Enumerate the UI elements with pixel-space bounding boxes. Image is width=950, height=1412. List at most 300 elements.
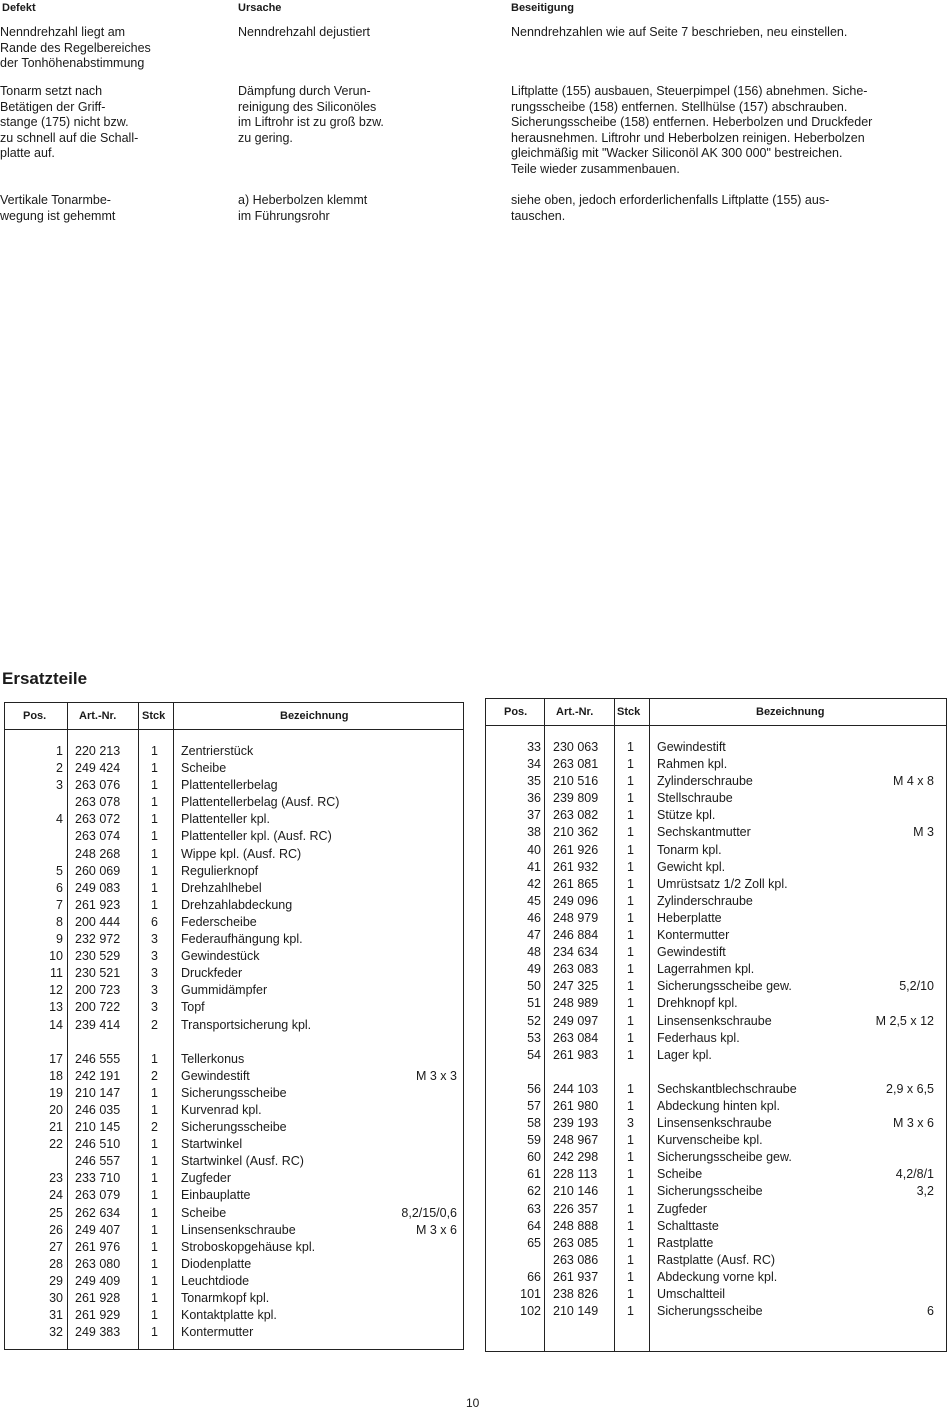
- part-bezeichnung: Diodenplatte: [181, 1256, 252, 1271]
- parts-row: [486, 995, 946, 1012]
- part-stck: 1: [151, 863, 158, 878]
- part-stck: 1: [627, 859, 634, 874]
- parts-row: [486, 1218, 946, 1235]
- part-art-nr: 261 937: [553, 1269, 599, 1284]
- col-header-stck: Stck: [142, 710, 166, 722]
- parts-rows-right: [486, 739, 946, 1320]
- parts-row: [5, 1153, 463, 1170]
- part-bezeichnung: Heberplatte: [657, 910, 722, 925]
- part-bezeichnung: Zentrierstück: [181, 744, 254, 758]
- part-pos: 35: [527, 774, 541, 789]
- part-bezeichnung: Sicherungsscheibe: [657, 1184, 763, 1199]
- part-stck: 1: [151, 1291, 158, 1305]
- part-bezeichnung: Kurvenrad kpl.: [181, 1102, 262, 1117]
- part-bezeichnung: Abdeckung hinten kpl.: [657, 1098, 781, 1113]
- parts-row: [486, 910, 946, 927]
- part-bezeichnung: Rahmen kpl.: [657, 757, 728, 772]
- parts-row: [486, 859, 946, 876]
- part-bezeichnung: Kontermutter: [657, 928, 730, 943]
- part-dimension: M 4 x 8: [893, 774, 934, 789]
- parts-row: [5, 897, 463, 914]
- part-bezeichnung: Zugfeder: [181, 1171, 232, 1186]
- parts-row: [486, 893, 946, 910]
- part-stck: 1: [627, 1287, 634, 1301]
- part-pos: 64: [527, 1218, 541, 1233]
- part-stck: 1: [151, 1051, 158, 1066]
- part-bezeichnung: Rastplatte: [657, 1235, 714, 1250]
- parts-row: [486, 876, 946, 893]
- part-art-nr: 246 884: [553, 928, 599, 943]
- parts-rows-left: [5, 743, 463, 1341]
- parts-table-right: [485, 698, 947, 1352]
- parts-row: [5, 1017, 463, 1034]
- part-pos: 37: [527, 808, 541, 823]
- part-pos: 101: [520, 1287, 541, 1301]
- part-bezeichnung: Federhaus kpl.: [657, 1030, 740, 1045]
- part-pos: 7: [56, 897, 63, 912]
- part-pos: 61: [527, 1167, 541, 1182]
- part-art-nr: 248 989: [553, 996, 599, 1011]
- parts-row: [5, 828, 463, 845]
- parts-table-left: [4, 702, 464, 1350]
- part-art-nr: 263 080: [75, 1256, 121, 1271]
- part-art-nr: 233 710: [75, 1171, 121, 1186]
- part-pos: 57: [527, 1098, 541, 1113]
- part-pos: 10: [49, 949, 63, 964]
- part-stck: 1: [627, 1167, 634, 1182]
- part-art-nr: 263 076: [75, 778, 121, 793]
- part-bezeichnung: Scheibe: [181, 1205, 227, 1220]
- parts-row: [486, 1201, 946, 1218]
- defekt-text-1: Nenndrehzahl liegt am Rande des Regelbereiches der Tonhöhenabstimmung: [0, 25, 151, 70]
- part-art-nr: 248 967: [553, 1133, 599, 1148]
- col-header-art-nr: Art.-Nr.: [556, 706, 594, 718]
- parts-row: [486, 1235, 946, 1252]
- parts-row: [486, 944, 946, 961]
- part-stck: 1: [151, 1222, 158, 1237]
- part-bezeichnung: Plattentellerbelag: [181, 778, 278, 793]
- part-stck: 2: [151, 1068, 158, 1083]
- part-stck: 1: [151, 880, 158, 895]
- parts-row: [486, 1149, 946, 1166]
- part-stck: 1: [151, 1308, 158, 1323]
- part-art-nr: 248 888: [553, 1218, 599, 1233]
- parts-row: [486, 842, 946, 859]
- part-dimension: 3,2: [916, 1184, 934, 1199]
- header-beseitigung: Beseitigung: [511, 2, 574, 14]
- col-header-bezeichnung: Bezeichnung: [280, 710, 349, 722]
- parts-row: [5, 1222, 463, 1239]
- part-art-nr: 263 078: [75, 795, 121, 810]
- parts-row: [486, 1132, 946, 1149]
- part-pos: 14: [49, 1017, 63, 1032]
- part-stck: 1: [627, 808, 634, 823]
- part-art-nr: 261 983: [553, 1047, 599, 1062]
- parts-row: [486, 773, 946, 790]
- parts-row: [486, 1030, 946, 1047]
- part-pos: 27: [49, 1239, 63, 1254]
- part-stck: 1: [627, 842, 634, 857]
- part-stck: 1: [627, 996, 634, 1011]
- part-art-nr: 260 069: [75, 863, 121, 878]
- parts-row: [5, 794, 463, 811]
- part-stck: 1: [627, 1304, 634, 1319]
- part-art-nr: 262 634: [75, 1205, 121, 1220]
- part-art-nr: 248 979: [553, 910, 599, 925]
- part-bezeichnung: Gewindestift: [657, 740, 726, 754]
- part-art-nr: 200 444: [75, 914, 121, 929]
- parts-row: [5, 760, 463, 777]
- part-stck: 1: [151, 1205, 158, 1220]
- parts-row: [5, 965, 463, 982]
- col-header-pos: Pos.: [23, 710, 47, 722]
- part-pos: 41: [527, 859, 541, 874]
- parts-row: [486, 1081, 946, 1098]
- part-bezeichnung: Startwinkel: [181, 1137, 243, 1152]
- part-bezeichnung: Sicherungsscheibe gew.: [657, 1150, 792, 1165]
- part-art-nr: 228 113: [553, 1167, 598, 1182]
- part-pos: 5: [56, 863, 63, 878]
- parts-row: [5, 1290, 463, 1307]
- part-dimension: 2,9 x 6,5: [886, 1081, 934, 1096]
- part-dimension: 4,2/8/1: [895, 1167, 934, 1182]
- parts-row: [5, 777, 463, 794]
- part-art-nr: 261 929: [75, 1308, 121, 1323]
- part-stck: 3: [627, 1116, 634, 1131]
- part-bezeichnung: Plattentellerbelag (Ausf. RC): [181, 795, 340, 810]
- part-dimension: 5,2/10: [899, 979, 934, 994]
- part-art-nr: 249 097: [553, 1013, 599, 1028]
- part-pos: 30: [49, 1291, 63, 1305]
- part-stck: 1: [627, 825, 634, 840]
- part-art-nr: 263 086: [553, 1252, 599, 1267]
- part-bezeichnung: Sicherungsscheibe: [181, 1120, 287, 1135]
- parts-row: [5, 1170, 463, 1187]
- part-pos: 49: [527, 962, 541, 977]
- part-pos: 17: [49, 1051, 63, 1066]
- part-pos: 65: [527, 1235, 541, 1250]
- parts-row: [5, 914, 463, 931]
- part-bezeichnung: Sechskantmutter: [657, 825, 751, 840]
- part-bezeichnung: Schalttaste: [657, 1218, 719, 1233]
- part-pos: 51: [527, 996, 541, 1011]
- part-pos: 60: [527, 1150, 541, 1165]
- part-stck: 1: [627, 979, 634, 994]
- part-stck: 1: [151, 1239, 158, 1254]
- part-stck: 1: [627, 740, 634, 754]
- part-pos: 56: [527, 1081, 541, 1096]
- part-bezeichnung: Linsensenkschraube: [181, 1222, 296, 1237]
- part-stck: 1: [151, 846, 158, 861]
- part-pos: 48: [527, 945, 541, 960]
- parts-row: [5, 948, 463, 965]
- part-art-nr: 248 268: [75, 846, 121, 861]
- part-bezeichnung: Umrüstsatz 1/2 Zoll kpl.: [657, 876, 788, 891]
- part-art-nr: 200 722: [75, 1000, 121, 1015]
- part-bezeichnung: Sechskantblechschraube: [657, 1081, 797, 1096]
- part-stck: 1: [627, 1030, 634, 1045]
- part-art-nr: 249 409: [75, 1273, 121, 1288]
- part-stck: 1: [151, 812, 158, 827]
- part-bezeichnung: Stroboskopgehäuse kpl.: [181, 1239, 316, 1254]
- beseitigung-text-1: Nenndrehzahlen wie auf Seite 7 beschrieben, neu einstellen.: [511, 25, 848, 39]
- part-art-nr: 239 809: [553, 791, 599, 806]
- part-stck: 1: [151, 1171, 158, 1186]
- part-art-nr: 230 529: [75, 949, 121, 964]
- part-pos: 3: [56, 778, 63, 793]
- parts-row: [5, 1051, 463, 1068]
- part-bezeichnung: Sicherungsscheibe: [181, 1085, 287, 1100]
- parts-row: [5, 1119, 463, 1136]
- parts-row: [486, 961, 946, 978]
- part-art-nr: 263 085: [553, 1235, 599, 1250]
- part-bezeichnung: Wippe kpl. (Ausf. RC): [181, 846, 302, 861]
- parts-row: [5, 1307, 463, 1324]
- part-bezeichnung: Rastplatte (Ausf. RC): [657, 1252, 776, 1267]
- part-stck: 1: [627, 962, 634, 977]
- part-stck: 1: [627, 1184, 634, 1199]
- part-bezeichnung: Umschaltteil: [657, 1287, 726, 1301]
- parts-table-header: [5, 703, 463, 730]
- parts-row: [486, 1303, 946, 1320]
- part-bezeichnung: Sicherungsscheibe gew.: [657, 979, 792, 994]
- part-art-nr: 246 557: [75, 1154, 121, 1169]
- part-pos: 11: [50, 966, 63, 981]
- part-art-nr: 242 298: [553, 1150, 599, 1165]
- part-art-nr: 210 362: [553, 825, 599, 840]
- part-art-nr: 210 145: [75, 1120, 121, 1135]
- parts-row: [5, 1324, 463, 1341]
- part-stck: 1: [627, 1201, 634, 1216]
- parts-row: [5, 982, 463, 999]
- part-dimension: 8,2/15/0,6: [401, 1205, 457, 1220]
- part-pos: 53: [527, 1030, 541, 1045]
- part-stck: 1: [627, 1081, 634, 1096]
- parts-row: [5, 1187, 463, 1204]
- part-bezeichnung: Kurvenscheibe kpl.: [657, 1133, 763, 1148]
- part-art-nr: 249 424: [75, 761, 121, 776]
- part-art-nr: 261 980: [553, 1098, 599, 1113]
- part-pos: 26: [49, 1222, 63, 1237]
- part-pos: 4: [56, 812, 63, 827]
- part-stck: 1: [627, 928, 634, 943]
- part-art-nr: 261 865: [553, 876, 599, 891]
- part-stck: 1: [627, 774, 634, 789]
- part-bezeichnung: Topf: [181, 1000, 205, 1015]
- part-pos: 34: [527, 757, 541, 772]
- parts-row: [5, 1034, 463, 1051]
- part-pos: 12: [49, 983, 63, 998]
- parts-row: [486, 1064, 946, 1081]
- part-stck: 3: [151, 949, 158, 964]
- part-stck: 3: [151, 1000, 158, 1015]
- part-bezeichnung: Druckfeder: [181, 966, 243, 981]
- part-dimension: M 3 x 6: [416, 1222, 457, 1237]
- part-pos: 28: [49, 1256, 63, 1271]
- part-bezeichnung: Zugfeder: [657, 1201, 708, 1216]
- beseitigung-text-3: siehe oben, jedoch erforderlichenfalls Liftplatte (155) aus- tauschen.: [511, 193, 830, 223]
- part-pos: 63: [527, 1201, 541, 1216]
- part-art-nr: 244 103: [553, 1081, 599, 1096]
- part-pos: 33: [527, 740, 541, 754]
- part-dimension: 6: [927, 1304, 934, 1319]
- ursache-text-1: Nenndrehzahl dejustiert: [238, 25, 371, 39]
- part-pos: 23: [49, 1171, 63, 1186]
- part-bezeichnung: Gewindestift: [657, 945, 726, 960]
- parts-row: [486, 1166, 946, 1183]
- part-art-nr: 247 325: [553, 979, 599, 994]
- part-bezeichnung: Gummidämpfer: [181, 983, 268, 998]
- part-pos: 19: [49, 1085, 63, 1100]
- part-bezeichnung: Kontermutter: [181, 1325, 254, 1340]
- part-stck: 1: [627, 1235, 634, 1250]
- part-art-nr: 242 191: [75, 1068, 121, 1083]
- part-pos: 22: [49, 1137, 63, 1152]
- part-art-nr: 261 932: [553, 859, 599, 874]
- part-pos: 45: [527, 893, 541, 908]
- part-bezeichnung: Sicherungsscheibe: [657, 1304, 763, 1319]
- part-pos: 58: [527, 1116, 541, 1131]
- parts-row: [5, 880, 463, 897]
- part-stck: 1: [627, 1013, 634, 1028]
- part-bezeichnung: Drehknopf kpl.: [657, 996, 738, 1011]
- header-ursache: Ursache: [238, 2, 282, 14]
- part-art-nr: 263 079: [75, 1188, 121, 1203]
- parts-row: [5, 811, 463, 828]
- parts-row: [5, 931, 463, 948]
- part-pos: 54: [527, 1047, 541, 1062]
- part-bezeichnung: Lagerrahmen kpl.: [657, 962, 755, 977]
- part-bezeichnung: Linsensenkschraube: [657, 1116, 772, 1131]
- part-art-nr: 261 926: [553, 842, 599, 857]
- parts-row: [5, 999, 463, 1016]
- part-pos: 46: [527, 910, 541, 925]
- part-bezeichnung: Stellschraube: [657, 791, 733, 806]
- part-pos: 2: [56, 761, 63, 776]
- part-bezeichnung: Regulierknopf: [181, 863, 259, 878]
- parts-row: [486, 1252, 946, 1269]
- part-pos: 21: [49, 1120, 63, 1135]
- part-stck: 3: [151, 966, 158, 981]
- part-bezeichnung: Scheibe: [181, 761, 227, 776]
- part-bezeichnung: Tonarmkopf kpl.: [181, 1291, 270, 1305]
- part-stck: 1: [151, 1273, 158, 1288]
- part-art-nr: 210 149: [553, 1304, 599, 1319]
- part-stck: 1: [151, 1188, 158, 1203]
- part-bezeichnung: Federscheibe: [181, 914, 257, 929]
- part-pos: 25: [49, 1205, 63, 1220]
- parts-row: [5, 1273, 463, 1290]
- part-art-nr: 232 972: [75, 932, 121, 947]
- part-stck: 1: [151, 761, 158, 776]
- part-art-nr: 210 516: [553, 774, 599, 789]
- part-stck: 1: [627, 1252, 634, 1267]
- part-stck: 1: [151, 1137, 158, 1152]
- part-art-nr: 230 521: [75, 966, 121, 981]
- parts-row: [486, 790, 946, 807]
- defekt-text-3: Vertikale Tonarmbe- wegung ist gehemmt: [0, 193, 116, 223]
- part-pos: 52: [527, 1013, 541, 1028]
- part-art-nr: 246 510: [75, 1137, 121, 1152]
- parts-row: [486, 1183, 946, 1200]
- defekt-text-2: Tonarm setzt nach Betätigen der Griff- stange (175) nicht bzw. zu schnell auf die Schall- platte auf.: [0, 84, 139, 160]
- parts-row: [5, 1085, 463, 1102]
- parts-row: [5, 1102, 463, 1119]
- part-stck: 1: [151, 778, 158, 793]
- part-art-nr: 238 826: [553, 1287, 599, 1301]
- part-stck: 1: [627, 757, 634, 772]
- part-stck: 2: [151, 1120, 158, 1135]
- part-pos: 62: [527, 1184, 541, 1199]
- parts-row: [486, 824, 946, 841]
- col-header-pos: Pos.: [504, 706, 528, 718]
- part-bezeichnung: Scheibe: [657, 1167, 703, 1182]
- parts-row: [486, 1013, 946, 1030]
- parts-row: [5, 1205, 463, 1222]
- parts-row: [486, 1047, 946, 1064]
- part-dimension: M 3 x 6: [893, 1116, 934, 1131]
- part-pos: 32: [49, 1325, 63, 1340]
- part-pos: 59: [527, 1133, 541, 1148]
- part-stck: 1: [151, 897, 158, 912]
- part-stck: 1: [627, 1098, 634, 1113]
- part-bezeichnung: Leuchtdiode: [181, 1273, 250, 1288]
- part-stck: 1: [627, 1047, 634, 1062]
- part-art-nr: 220 213: [75, 744, 121, 758]
- part-art-nr: 239 193: [553, 1116, 599, 1131]
- part-pos: 42: [527, 876, 541, 891]
- part-stck: 6: [151, 914, 158, 929]
- part-art-nr: 263 072: [75, 812, 121, 827]
- part-pos: 18: [49, 1068, 63, 1083]
- part-pos: 31: [49, 1308, 63, 1323]
- part-dimension: M 3: [913, 825, 934, 840]
- part-art-nr: 263 083: [553, 962, 599, 977]
- part-bezeichnung: Stütze kpl.: [657, 808, 716, 823]
- part-pos: 47: [527, 928, 541, 943]
- part-stck: 1: [151, 1325, 158, 1340]
- part-bezeichnung: Tonarm kpl.: [657, 842, 722, 857]
- part-bezeichnung: Lager kpl.: [657, 1047, 712, 1062]
- parts-row: [486, 756, 946, 773]
- part-pos: 24: [49, 1188, 63, 1203]
- parts-title: Ersatzteile: [2, 669, 88, 688]
- parts-row: [486, 739, 946, 756]
- parts-row: [5, 846, 463, 863]
- part-stck: 1: [627, 1269, 634, 1284]
- part-bezeichnung: Drehzahlabdeckung: [181, 897, 293, 912]
- part-stck: 3: [151, 983, 158, 998]
- part-stck: 1: [151, 744, 158, 758]
- part-stck: 1: [627, 1218, 634, 1233]
- part-art-nr: 210 146: [553, 1184, 599, 1199]
- part-art-nr: 226 357: [553, 1201, 599, 1216]
- parts-row: [5, 743, 463, 760]
- part-art-nr: 263 081: [553, 757, 599, 772]
- part-bezeichnung: Zylinderschraube: [657, 774, 753, 789]
- parts-row: [486, 807, 946, 824]
- part-bezeichnung: Zylinderschraube: [657, 893, 753, 908]
- part-stck: 1: [627, 1133, 634, 1148]
- parts-row: [486, 1098, 946, 1115]
- parts-row: [486, 978, 946, 995]
- part-bezeichnung: Einbauplatte: [181, 1188, 251, 1203]
- part-stck: 1: [627, 791, 634, 806]
- part-bezeichnung: Gewindestück: [181, 949, 260, 964]
- part-bezeichnung: Plattenteller kpl.: [181, 812, 270, 827]
- part-stck: 1: [151, 1256, 158, 1271]
- part-bezeichnung: Transportsicherung kpl.: [181, 1017, 312, 1032]
